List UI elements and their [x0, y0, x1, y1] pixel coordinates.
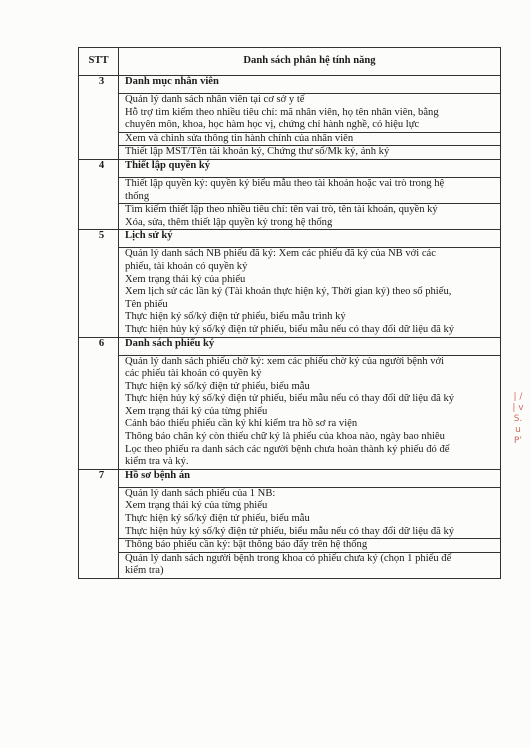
feature-line: Hỗ trợ tìm kiếm theo nhiều tiêu chí: mã nhân viên, họ tên nhân viên, bằng [125, 106, 439, 118]
feature-cell [119, 487, 501, 538]
feature-line: kiểm tra) [125, 565, 164, 577]
section-number: 5 [79, 230, 119, 337]
feature-line: Cảnh báo thiếu phiếu cần ký khi kiểm tra hồ sơ ra viện [125, 418, 358, 430]
feature-line: Xem trạng thái ký của từng phiếu [125, 500, 268, 512]
feature-line: Thực hiện ký số/ký điện tử phiếu, biểu mẫu [125, 513, 310, 525]
table-body [79, 76, 501, 579]
feature-row [79, 487, 501, 538]
feature-line: Xem trạng thái ký của phiếu [125, 273, 246, 285]
feature-cell [119, 355, 501, 469]
feature-line: Lọc theo phiếu ra danh sách các người bệnh chưa hoàn thành ký phiếu đó để [125, 443, 450, 455]
section-row [79, 469, 501, 487]
feature-cell [119, 94, 501, 133]
feature-line: Quản lý danh sách NB phiếu đã ký: Xem các phiếu đã ký của NB với các [125, 248, 436, 260]
header-feature-list: Danh sách phân hệ tính năng [119, 48, 501, 76]
section-number: 6 [79, 337, 119, 469]
feature-line: các phiếu tài khoản có quyền ký [125, 368, 262, 380]
feature-line: Thông báo phiếu cần ký: bật thông báo đẩy trên hệ thống [125, 539, 368, 551]
feature-line: Xem và chỉnh sửa thông tin hành chính của nhân viên [125, 132, 354, 144]
feature-table [78, 47, 501, 579]
feature-line: Quản lý danh sách phiếu chờ ký: xem các phiếu chờ ký của người bệnh với [125, 355, 445, 367]
feature-row [79, 204, 501, 230]
section-row [79, 159, 501, 177]
feature-line: Quản lý danh sách người bệnh trong khoa có phiếu chưa ký (chọn 1 phiếu để [125, 552, 452, 564]
feature-line: thống [125, 190, 150, 202]
feature-row [79, 132, 501, 146]
section-title: Danh sách phiếu ký [119, 337, 501, 355]
feature-line: Thực hiện hủy ký số/ký điện tử phiếu, biểu mẫu nếu có thay đổi dữ liệu đã ký [125, 323, 455, 335]
feature-cell [119, 177, 501, 203]
section-title: Hồ sơ bệnh án [119, 469, 501, 487]
feature-line: Thực hiện hủy ký số/ký điện tử phiếu, biểu mẫu nếu có thay đổi dữ liệu đã ký [125, 393, 455, 405]
feature-line: Tên phiếu [125, 298, 168, 310]
feature-row [79, 177, 501, 203]
section-title: Lịch sử ký [119, 230, 501, 248]
section-number: 3 [79, 76, 119, 160]
feature-line: Thực hiện ký số/ký điện tử phiếu, biểu mẫu [125, 380, 310, 392]
feature-line: Thiết lập MST/Tên tài khoản ký, Chứng thư số/Mk ký, ảnh ký [125, 146, 390, 158]
feature-line: Tìm kiếm thiết lập theo nhiều tiêu chí: tên vai trò, tên tài khoản, quyền ký [125, 204, 438, 216]
margin-stamp: | / | v S. u P’ [512, 392, 524, 446]
section-title: Danh mục nhân viên [119, 76, 501, 94]
feature-cell [119, 132, 501, 146]
feature-row [79, 94, 501, 133]
feature-row [79, 539, 501, 553]
feature-row [79, 248, 501, 337]
feature-cell [119, 146, 501, 160]
feature-line: Thiết lập quyền ký: quyền ký biểu mẫu theo tài khoản hoặc vai trò trong hệ [125, 177, 445, 189]
section-row [79, 76, 501, 94]
section-title: Thiết lập quyền ký [119, 159, 501, 177]
feature-line: Xóa, sửa, thêm thiết lập quyền ký trong hệ thống [125, 216, 333, 228]
feature-line: phiếu, tài khoản có quyền ký [125, 260, 248, 272]
section-row [79, 230, 501, 248]
feature-line: Quản lý danh sách phiếu của 1 NB: [125, 487, 276, 499]
feature-row [79, 552, 501, 578]
feature-line: Xem trạng thái ký của từng phiếu [125, 405, 268, 417]
feature-line: Thực hiện ký số/ký điện tử phiếu, biểu mẫu trình ký [125, 311, 346, 323]
feature-line: Quản lý danh sách nhân viên tại cơ sở y tế [125, 94, 305, 105]
feature-cell [119, 552, 501, 578]
feature-row [79, 355, 501, 469]
feature-line: Thực hiện hủy ký số/ký điện tử phiếu, biểu mẫu nếu có thay đổi dữ liệu đã ký [125, 525, 455, 537]
feature-cell [119, 248, 501, 337]
header-stt: STT [79, 48, 119, 76]
table-header-row [79, 48, 501, 76]
feature-line: Xem lịch sử các lần ký (Tài khoản thực hiện ký, Thời gian ký) theo số phiếu, [125, 286, 452, 298]
feature-line: Thông báo chân ký còn thiếu chữ ký là phiếu của khoa nào, ngày bao nhiêu [125, 431, 445, 443]
section-number: 4 [79, 159, 119, 229]
feature-cell [119, 204, 501, 230]
feature-line: kiểm tra và ký. [125, 456, 189, 468]
feature-cell [119, 539, 501, 553]
section-number: 7 [79, 469, 119, 578]
feature-row [79, 146, 501, 160]
feature-line: chuyên môn, khoa, học hàm học vị, chứng chỉ hành nghề, có hiệu lực [125, 119, 420, 131]
section-row [79, 337, 501, 355]
